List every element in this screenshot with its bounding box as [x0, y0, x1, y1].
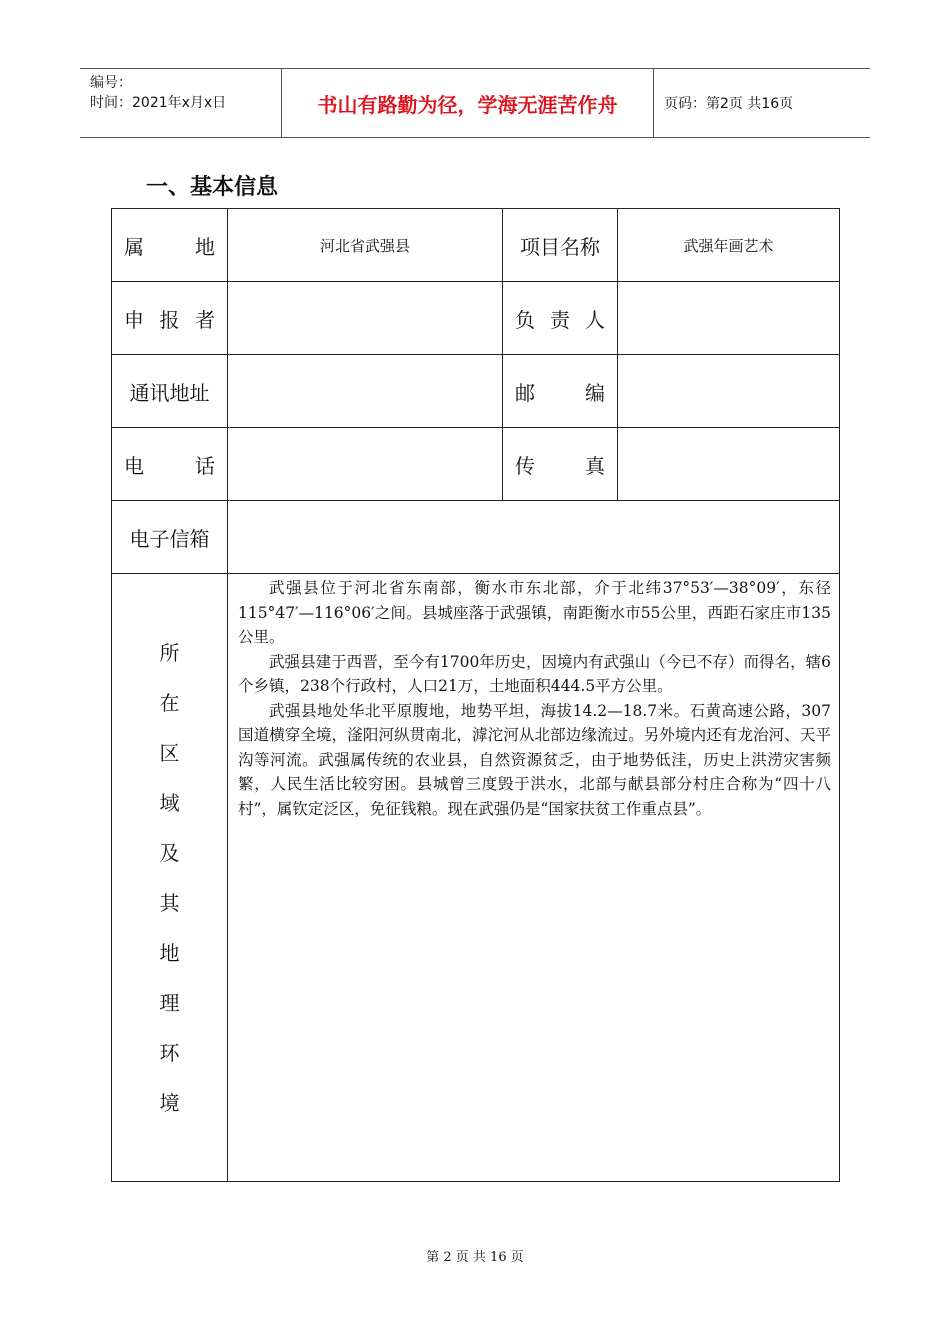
applicant-label-char: 者 [195, 307, 215, 332]
address-value[interactable] [228, 355, 503, 428]
basic-info-table [111, 208, 840, 1182]
table-row [112, 355, 840, 428]
label-cell [112, 282, 228, 355]
address-label: 通讯地址 [129, 380, 210, 405]
applicant-label-char: 报 [159, 307, 180, 332]
person-in-charge-label-char: 负 [515, 307, 535, 332]
postcode-label-char: 邮 [515, 380, 535, 405]
table-row [112, 574, 840, 1182]
page-footer: 第 2 页 共 16 页 [426, 1250, 524, 1265]
label-cell [112, 428, 228, 501]
person-in-charge-label [503, 304, 617, 333]
fax-value[interactable] [618, 428, 840, 501]
header-meta [80, 69, 282, 137]
region-label-char: 所 [159, 640, 180, 665]
label-cell [112, 209, 228, 282]
project-name-value[interactable]: 武强年画艺术 [618, 209, 840, 282]
phone-value[interactable] [228, 428, 503, 501]
document-time: 时间：2021年x月x日 [90, 95, 227, 111]
section-title: 一、基本信息 [146, 175, 279, 200]
header-page-info: 页码：第2页 共16页 [664, 96, 794, 112]
fax-label-char: 传 [515, 453, 535, 478]
region-label-char: 域 [159, 790, 180, 815]
page-header [80, 68, 870, 138]
postcode-label-char: 编 [585, 380, 605, 405]
label-cell [503, 282, 618, 355]
email-label: 电子信箱 [129, 526, 210, 551]
phone-label [112, 450, 227, 479]
region-label-char: 在 [159, 690, 180, 715]
email-value[interactable] [228, 501, 840, 574]
person-in-charge-label-char: 责 [550, 307, 570, 332]
region-label-char: 境 [159, 1090, 180, 1115]
region-paragraph: 武强县建于西晋，至今有1700年历史，因境内有武强山（今已不存）而得名，辖6个乡镇，238个行政村，人口21万，土地面积444.5平方公里。 [238, 652, 831, 695]
document-number: 编号： [90, 75, 132, 91]
label-cell [503, 209, 618, 282]
postcode-value[interactable] [618, 355, 840, 428]
location-label-char: 地 [195, 234, 215, 259]
region-label-char: 其 [159, 890, 180, 915]
header-motto: 书山有路勤为径，学海无涯苦作舟 [282, 69, 654, 137]
location-label [112, 231, 227, 260]
phone-label-char: 话 [195, 453, 215, 478]
region-label [112, 574, 228, 1182]
label-cell [112, 501, 228, 574]
label-cell [503, 428, 618, 501]
table-row [112, 428, 840, 501]
region-label-char: 环 [159, 1040, 180, 1065]
region-description [228, 574, 840, 1182]
region-label-char: 区 [159, 740, 180, 765]
table-row [112, 282, 840, 355]
region-paragraph: 武强县地处华北平原腹地，地势平坦，海拔14.2—18.7米。石黄高速公路，307国道横穿全境，滏阳河纵贯南北，滹沱河从北部边缘流过。另外境内还有龙治河、天平沟等河流。武强属传统的农业县，自然资源贫乏，由于地势低洼，历史上洪涝灾害频繁，人民生活比较穷困。县城曾三度毁于洪水，北部与献县部分村庄合称为“四十八村”，属钦定泛区，免征钱粮。现在武强仍是“国家扶贫工作重点县”。 [238, 701, 831, 818]
fax-label-char: 真 [585, 453, 605, 478]
location-label-char: 属 [124, 234, 144, 259]
postcode-label [503, 377, 617, 406]
region-label-char: 理 [159, 990, 180, 1015]
applicant-label-char: 申 [124, 307, 144, 332]
region-paragraph: 武强县位于河北省东南部，衡水市东北部，介于北纬37°53′—38°09′，东径115°47′—116°06′之间。县城座落于武强镇，南距衡水市55公里，西距石家庄市135公里。 [238, 579, 831, 646]
person-in-charge-value[interactable] [618, 282, 840, 355]
region-label-char: 及 [159, 840, 180, 865]
fax-label [503, 450, 617, 479]
label-cell [503, 355, 618, 428]
applicant-label [112, 304, 227, 333]
table-row [112, 501, 840, 574]
table-row [112, 209, 840, 282]
phone-label-char: 电 [124, 453, 144, 478]
applicant-value[interactable] [228, 282, 503, 355]
label-cell [112, 355, 228, 428]
project-name-label: 项目名称 [520, 234, 600, 259]
person-in-charge-label-char: 人 [585, 307, 605, 332]
region-label-char: 地 [159, 940, 180, 965]
location-value[interactable]: 河北省武强县 [228, 209, 503, 282]
